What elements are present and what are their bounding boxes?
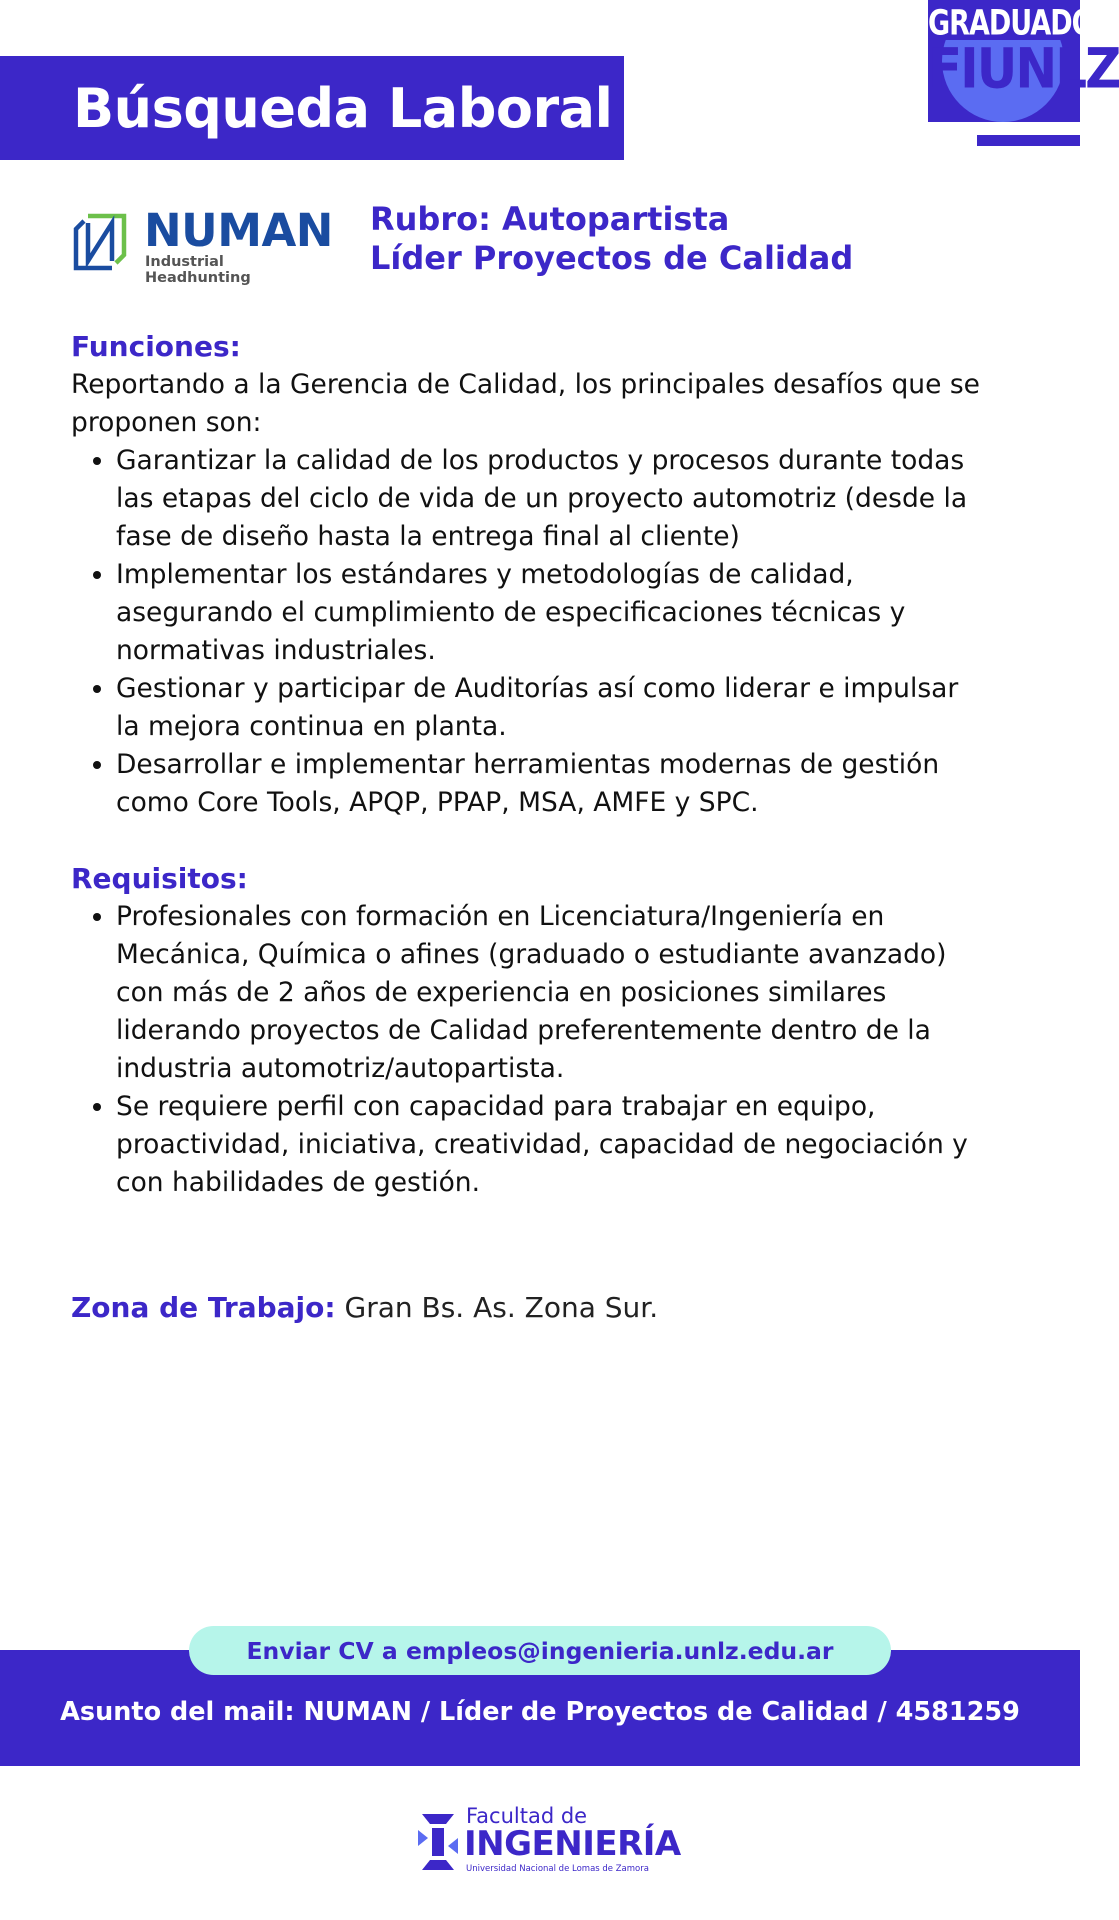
list-item: • Profesionales con formación en Licenciatura/Ingeniería en Mecánica, Química o afines (graduado o estudiante avanzado) con más de 2 años de experiencia en posiciones similares liderando proyectos de Calidad preferentemente dentro de la industria automotriz/autopartista. — [116, 898, 986, 1088]
graduados-logo-line1: GRADUADOS — [928, 3, 1113, 44]
graduados-logo-line2: FIUNLZ — [928, 37, 1119, 101]
page-title: Búsqueda Laboral — [73, 76, 613, 140]
email-pill[interactable]: Enviar CV a empleos@ingenieria.unlz.edu.ar — [189, 1626, 891, 1675]
position-header — [370, 200, 853, 278]
list-item: • Se requiere perfil con capacidad para trabajar en equipo, proactividad, iniciativa, creatividad, capacidad de negociación y con habilidades de gestión. — [116, 1088, 986, 1202]
numan-mark-icon — [72, 213, 128, 271]
list-item: • Garantizar la calidad de los productos y procesos durante todas las etapas del ciclo de vida de un proyecto automotriz (desde la fase de diseño hasta la entrega final al cliente) — [116, 442, 976, 556]
list-item: • Implementar los estándares y metodologías de calidad, asegurando el cumplimiento de especificaciones técnicas y normativas industriales. — [116, 556, 976, 670]
facultad-logo — [418, 1804, 681, 1880]
zona-value: Gran Bs. As. Zona Sur. — [344, 1291, 659, 1324]
funciones-heading: Funciones: — [71, 330, 241, 363]
job-description — [71, 328, 980, 1202]
numan-name: NUMAN — [144, 204, 333, 257]
facultad-line1: Facultad de — [466, 1804, 588, 1828]
facultad-line2: INGENIERÍA — [464, 1824, 681, 1864]
mail-subject: Asunto del mail: NUMAN / Líder de Proyectos de Calidad / 4581259 — [60, 1697, 1020, 1727]
funciones-list — [71, 442, 976, 822]
list-item: • Desarrollar e implementar herramientas modernas de gestión como Core Tools, APQP, PPAP, MSA, AMFE y SPC. — [116, 746, 976, 822]
zona-trabajo — [71, 1288, 658, 1328]
requisitos-heading: Requisitos: — [71, 862, 248, 895]
graduados-logo — [928, 0, 1119, 122]
requisitos-list — [71, 898, 986, 1202]
facultad-line3: Universidad Nacional de Lomas de Zamora — [466, 1864, 649, 1874]
graduados-logo-underline — [977, 135, 1080, 146]
zona-label: Zona de Trabajo: — [71, 1291, 336, 1324]
facultad-mark-icon — [418, 1810, 458, 1874]
numan-tagline: Industrial Headhunting — [145, 254, 251, 286]
rubro-label: Rubro: Autopartista — [370, 200, 730, 238]
title-banner — [0, 56, 624, 160]
list-item: • Gestionar y participar de Auditorías así como liderar e impulsar la mejora continua en planta. — [116, 670, 976, 746]
numan-logo — [72, 204, 334, 286]
position-title: Líder Proyectos de Calidad — [370, 239, 854, 277]
funciones-intro: Reportando a la Gerencia de Calidad, los principales desafíos que se proponen son: — [71, 369, 980, 438]
